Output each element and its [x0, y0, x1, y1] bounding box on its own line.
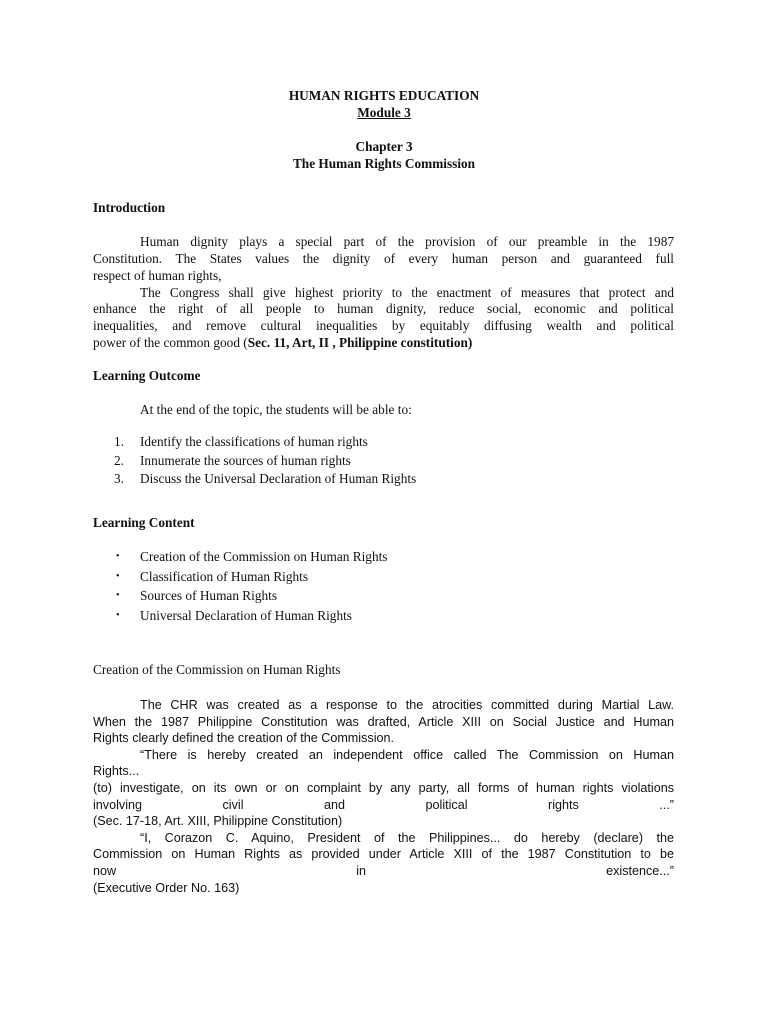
- text-line: respect of human rights,: [93, 267, 222, 283]
- list-number: 2.: [114, 452, 124, 468]
- list-text: Identify the classifications of human rights: [140, 434, 368, 449]
- introduction-heading: Introduction: [93, 200, 166, 215]
- citation-bold: Sec. 11, Art, II , Philippine constitution): [247, 334, 473, 350]
- list-text: Universal Declaration of Human Rights: [140, 607, 352, 623]
- list-text: Classification of Human Rights: [140, 568, 309, 584]
- list-item: [93, 608, 387, 628]
- learning-outcome-heading: Learning Outcome: [93, 368, 201, 383]
- bullet-icon: •: [116, 551, 120, 562]
- list-item: [93, 434, 416, 453]
- list-text: Creation of the Commission on Human Rights: [140, 549, 388, 564]
- list-item: [93, 453, 416, 472]
- text-line: (Sec. 17-18, Art. XIII, Philippine Constitution): [93, 814, 343, 829]
- introduction-paragraph-1: [93, 234, 674, 284]
- learning-outcome-lead: At the end of the topic, the students will be able to:: [140, 402, 412, 417]
- text-line: inequalities, and remove cultural inequalities by equitably diffusing wealth and political: [93, 318, 674, 334]
- text-line: The Congress shall give highest priority to the enactment of measures that protect and: [140, 284, 674, 300]
- chapter-title: The Human Rights Commission: [292, 156, 476, 171]
- list-text: Sources of Human Rights: [140, 588, 278, 603]
- list-item: [93, 549, 387, 569]
- text-line: Commission on Human Rights as provided under Article XIII of the 1987 Constitution to be: [93, 847, 674, 862]
- text-line: Rights clearly defined the creation of the Commission.: [93, 731, 394, 746]
- text-line: enhance the right of all people to human dignity, reduce social, economic and political: [93, 301, 674, 317]
- text-line: “There is hereby created an independent office called The Commission on Human: [140, 747, 674, 762]
- learning-content-heading: Learning Content: [93, 515, 195, 530]
- introduction-paragraph-2: [93, 285, 674, 352]
- document-title: HUMAN RIGHTS EDUCATION: [288, 88, 480, 103]
- text-line: “I, Corazon C. Aquino, President of the Philippines... do hereby (declare) the: [140, 830, 674, 845]
- text-line: now in existence...”: [93, 863, 674, 878]
- creation-heading: Creation of the Commission on Human Rights: [93, 662, 341, 677]
- text-line: Constitution. The States values the dignity of every human person and guaranteed full: [93, 250, 674, 266]
- module-label: Module 3: [357, 105, 411, 120]
- learning-content-list: [93, 549, 387, 627]
- citation-lead: power of the common good (: [93, 334, 248, 350]
- text-line: (to) investigate, on its own or on complaint by any party, all forms of human rights violations: [93, 780, 674, 795]
- bullet-icon: •: [116, 570, 120, 582]
- text-line: involving civil and political rights ...”: [93, 797, 674, 812]
- bullet-icon: •: [116, 590, 120, 601]
- creation-body: [93, 697, 674, 896]
- list-text: Discuss the Universal Declaration of Human Rights: [140, 471, 417, 486]
- text-line: Human dignity plays a special part of the provision of our preamble in the 1987: [140, 234, 674, 249]
- list-text: Innumerate the sources of human rights: [140, 452, 351, 468]
- chapter-label: Chapter 3: [355, 139, 413, 154]
- text-line: (Executive Order No. 163): [93, 880, 240, 895]
- list-item: [93, 588, 387, 608]
- text-line: [93, 335, 674, 352]
- text-line: Rights...: [93, 764, 140, 779]
- learning-outcome-list: [93, 434, 416, 490]
- bullet-icon: •: [116, 609, 120, 621]
- text-line: When the 1987 Philippine Constitution was drafted, Article XIII on Social Justice and Human: [93, 714, 674, 729]
- list-number: 3.: [114, 471, 124, 486]
- list-item: [93, 569, 387, 589]
- list-number: 1.: [114, 434, 124, 449]
- list-item: [93, 471, 416, 490]
- text-line: The CHR was created as a response to the atrocities committed during Martial Law.: [140, 698, 674, 712]
